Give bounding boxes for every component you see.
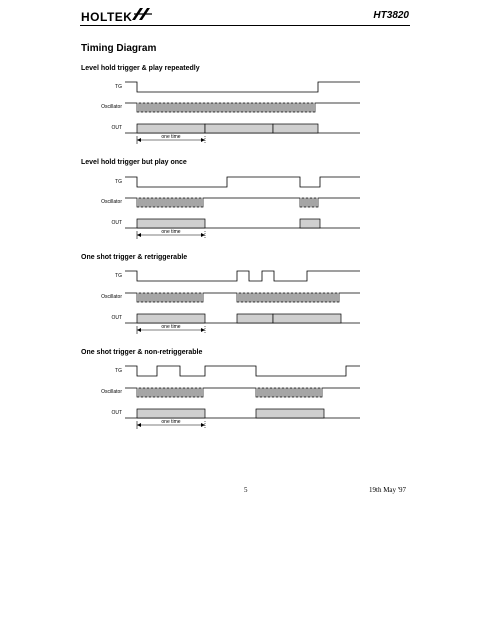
out-active-block xyxy=(137,124,205,133)
section-title-3: One shot trigger & retriggerable xyxy=(81,254,188,261)
label-oscillator: Oscillator xyxy=(101,294,122,300)
page-number: 5 xyxy=(244,486,248,494)
tg-waveform xyxy=(125,366,360,376)
out-active-block xyxy=(205,124,273,133)
arrow-left-icon xyxy=(137,233,141,237)
footer-date: 19th May '97 xyxy=(369,486,407,494)
tg-waveform xyxy=(125,271,360,281)
label-out: OUT xyxy=(111,125,122,131)
one-time-label: one time xyxy=(161,419,181,425)
out-active-block xyxy=(300,219,320,228)
section-title-1: Level hold trigger & play repeatedly xyxy=(81,65,200,72)
oscillator-waveform xyxy=(125,293,360,302)
arrow-left-icon xyxy=(137,328,141,332)
one-time-label: one time xyxy=(161,134,181,140)
out-active-block xyxy=(256,409,324,418)
out-active-block xyxy=(137,314,205,323)
out-active-block xyxy=(273,124,318,133)
label-oscillator: Oscillator xyxy=(101,389,122,395)
out-active-block xyxy=(237,314,273,323)
out-active-block xyxy=(137,409,205,418)
one-time-label: one time xyxy=(161,324,181,330)
label-out: OUT xyxy=(111,220,122,226)
arrow-left-icon xyxy=(137,138,141,142)
page-title: Timing Diagram xyxy=(81,43,157,54)
label-oscillator: Oscillator xyxy=(101,104,122,110)
label-tg: TG xyxy=(115,84,122,90)
label-tg: TG xyxy=(115,179,122,185)
label-out: OUT xyxy=(111,315,122,321)
brand-name: HOLTEK xyxy=(81,10,133,24)
document-code: HT3820 xyxy=(373,10,409,21)
arrow-right-icon xyxy=(201,423,205,427)
tg-waveform xyxy=(125,82,360,92)
oscillator-waveform xyxy=(125,388,360,397)
section-title-4: One shot trigger & non-retriggerable xyxy=(81,349,203,356)
label-oscillator: Oscillator xyxy=(101,199,122,205)
out-active-block xyxy=(273,314,341,323)
arrow-right-icon xyxy=(201,233,205,237)
label-out: OUT xyxy=(111,410,122,416)
oscillator-waveform xyxy=(125,103,360,112)
out-active-block xyxy=(137,219,205,228)
section-title-2: Level hold trigger but play once xyxy=(81,159,187,166)
oscillator-waveform xyxy=(125,198,360,207)
arrow-left-icon xyxy=(137,423,141,427)
label-tg: TG xyxy=(115,368,122,374)
arrow-right-icon xyxy=(201,328,205,332)
tg-waveform xyxy=(125,177,360,187)
arrow-right-icon xyxy=(201,138,205,142)
label-tg: TG xyxy=(115,273,122,279)
one-time-label: one time xyxy=(161,229,181,235)
